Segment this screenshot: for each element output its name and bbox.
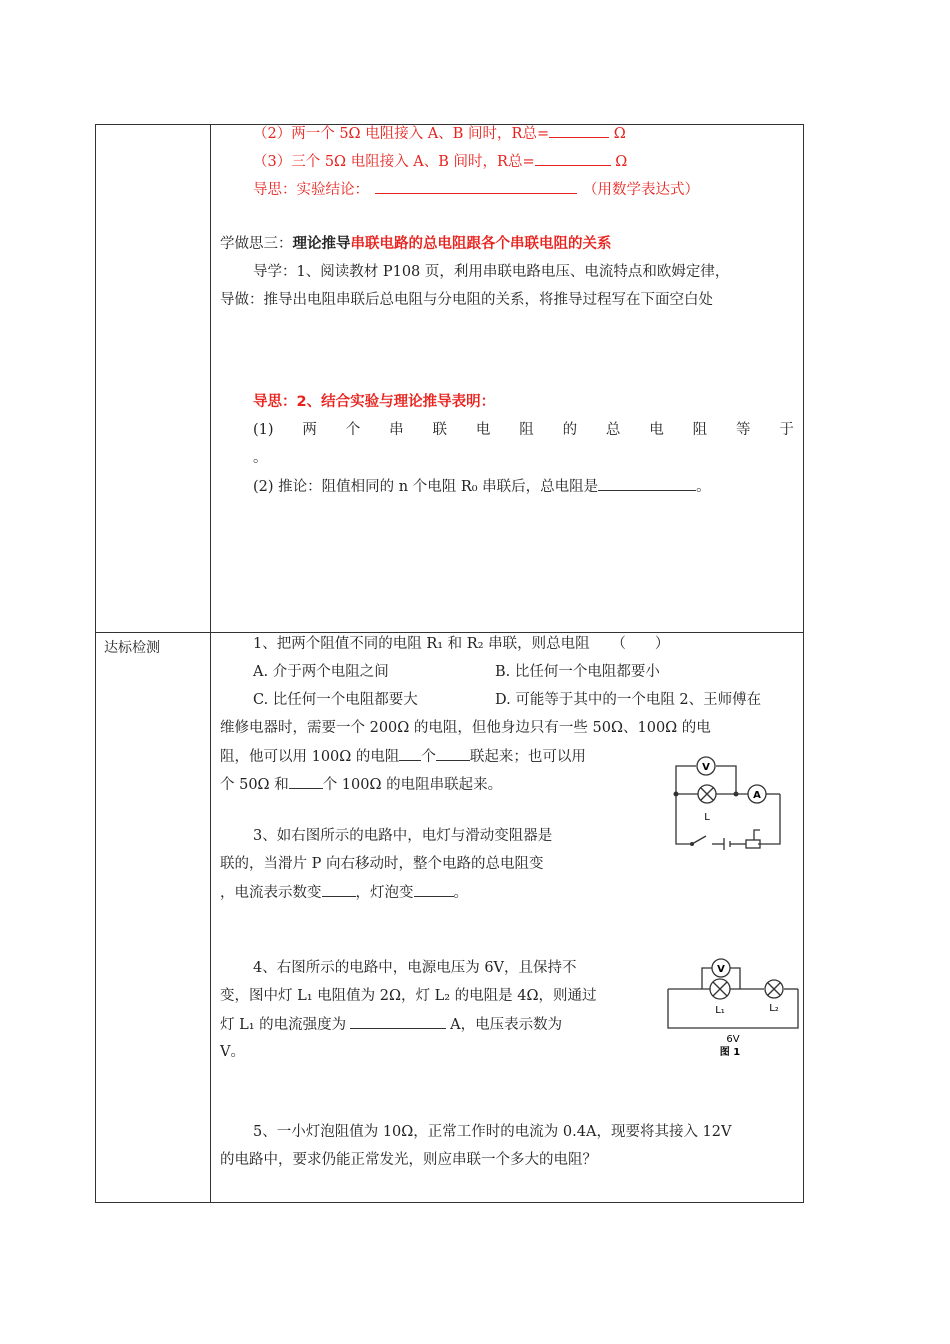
conclusion1-char: 联 [432,422,447,438]
conclusion2-blank [598,476,696,491]
q4-line4: V。 [220,1044,245,1060]
conclusion1-char: 电 [649,422,664,438]
conclusion1-char: 总 [605,422,621,438]
fig1-ammeter-label: A [753,790,761,801]
conclusion1-char: 阻 [692,422,708,438]
conclusion1-end: 。 [253,450,268,466]
q5-line1: 5、一小灯泡阻值为 10Ω，正常工作时的电流为 0.4A，现要将其接入 12V [253,1124,732,1140]
row-divider [96,632,803,633]
conclusion1-char: 个 [345,422,361,438]
conclusion1-line: (1) 两 个 串 联 电 阻 的 总 电 阻 等 于 [253,422,794,438]
daosi2-line: 导思：2、结合实验与理论推导表明： [253,394,496,410]
section3-heading: 学做思三：理论推导串联电路的总电阻跟各个串联电阻的关系 [220,236,612,252]
q4-blank1 [350,1014,446,1029]
circuit-diagram-2 [664,954,802,1058]
item2-blank [549,123,609,138]
q2-line3: 个 50Ω 和 个 100Ω 的电阻串联起来。 [220,774,502,795]
q2-line2: 阻，他可以用 100Ω 的电阻 个 联起来；也可以用 [220,746,586,767]
fig2-voltmeter-label: V [717,964,725,975]
q2-line1: 维修电器时，需要一个 200Ω 的电阻，但他身边只有一些 50Ω、100Ω 的电 [220,720,711,736]
column-divider [210,125,211,1202]
conclusion1-char: 电 [475,422,491,438]
q4-line3: 灯 L₁ 的电流强度为 A，电压表示数为 [220,1014,562,1035]
item3-blank [535,151,611,166]
q3-line1: 3、如右图所示的电路中，电灯与滑动变阻器是 [253,828,553,844]
daosi-conclusion-line: 导思：实验结论： （用数学表达式） [253,179,699,200]
fig2-l2-label: L₂ [769,1003,779,1014]
q2-blank3 [289,774,323,789]
q3-blank1 [322,882,356,897]
conclusion1-char: 阻 [519,422,534,438]
q4-line1: 4、右图所示的电路中，电源电压为 6V，且保持不 [253,960,577,976]
conclusion1-char: 的 [562,422,578,438]
q1-option-a: A. 介于两个电阻之间 [253,664,389,680]
item3-line: （3）三个 5Ω 电阻接入 A、B 间时，R总= Ω [253,151,627,172]
q3-line3: ，电流表示数变 ，灯泡变 。 [220,882,468,903]
q2-blank2 [436,746,470,761]
q1-stem: 1、把两个阻值不同的电阻 R₁ 和 R₂ 串联，则总电阻 （ ） [253,636,670,652]
q1-option-c: C. 比任何一个电阻都要大 [253,692,418,708]
q2-blank1 [399,746,421,761]
fig1-lamp-label: L [704,812,710,823]
conclusion-blank [375,179,577,194]
conclusion1-char: 于 [779,422,794,438]
fig2-voltage-label: 6V [726,1034,740,1045]
conclusion2-line: (2) 推论：阻值相同的 n 个电阻 R₀ 串联后，总电阻是 。 [253,476,711,497]
fig2-caption: 图 1 [719,1047,741,1058]
q3-line2: 联的，当滑片 P 向右移动时，整个电路的总电阻变 [220,856,544,872]
row-label-dabiao: 达标检测 [104,640,160,656]
conclusion1-char: 等 [736,422,751,438]
item2-line: （2）两一个 5Ω 电阻接入 A、B 间时，R总= Ω [253,123,626,144]
q1-option-d: D. 可能等于其中的一个电阻 2、王师傅在 [495,692,762,708]
conclusion1-char: 两 [302,422,317,438]
circuit-diagram-1 [662,756,790,856]
daoxue-line: 导学：1、阅读教材 P108 页，利用串联电路电压、电流特点和欧姆定律， [253,264,730,280]
q4-line2: 变，图中灯 L₁ 电阻值为 2Ω，灯 L₂ 的电阻是 4Ω，则通过 [220,988,597,1004]
q3-blank2 [414,882,454,897]
fig1-voltmeter-label: V [702,762,710,773]
conclusion1-char: 串 [389,422,404,438]
q1-option-b: B. 比任何一个电阻都要小 [495,664,660,680]
q5-line2: 的电路中，要求仍能正常发光，则应串联一个多大的电阻？ [220,1152,597,1168]
fig2-l1-label: L₁ [715,1005,725,1016]
daozuo-line: 导做：推导出电阻串联后总电阻与分电阻的关系，将推导过程写在下面空白处 [220,292,713,308]
